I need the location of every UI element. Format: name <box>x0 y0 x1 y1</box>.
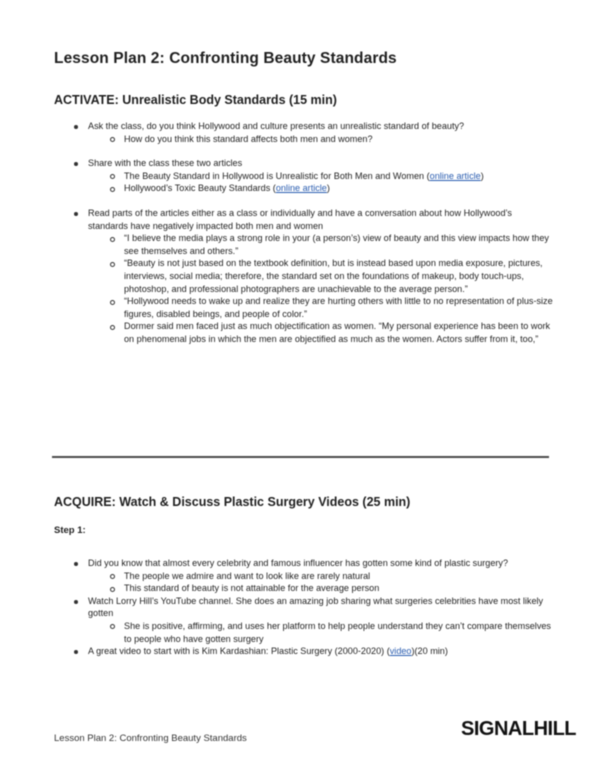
list-subitem: She is positive, affirming, and uses her platform to help people understand they can’t compare themselves to people who have gotten surgery <box>54 620 554 645</box>
quote-item: Dormer said men faced just as much objectification as women. “My personal experience has been to work on phenomenal jobs in which the men are objectified as much as the women. Actors suffer from it, too,” <box>54 320 554 345</box>
list-item: Share with the class these two articles <box>54 157 554 170</box>
online-article-link-1[interactable]: online article <box>429 170 481 181</box>
activate-list <box>54 120 554 346</box>
acquire-heading: ACQUIRE: Watch & Discuss Plastic Surgery Videos (25 min) <box>54 495 411 509</box>
quote-item: “Hollywood needs to wake up and realize they are hurting others with little to no representation of plus-size figures, disabled beings, and people of color.” <box>54 295 554 320</box>
logo-signal: SIGNAL <box>461 718 534 740</box>
step-label: Step 1: <box>54 525 86 536</box>
logo-hill: HILL <box>533 718 576 740</box>
list-subitem <box>54 182 554 195</box>
paren-close: ) <box>326 183 330 194</box>
list-item: Watch Lorry Hill’s YouTube channel. She does an amazing job sharing what surgeries celebrities have most likely gotten <box>54 595 554 620</box>
section-divider <box>52 456 549 458</box>
footer-text: Lesson Plan 2: Confronting Beauty Standards <box>54 733 247 744</box>
list-subitem <box>54 170 554 183</box>
online-article-link-2[interactable]: online article <box>275 183 327 194</box>
video-link[interactable]: video <box>389 646 412 657</box>
paren-close: ) <box>480 170 484 181</box>
list-subitem: The people we admire and want to look like are rarely natural <box>54 570 554 583</box>
signal-hill-logo <box>461 718 576 741</box>
list-item <box>54 645 554 658</box>
article-title: The Beauty Standard in Hollywood is Unrealistic for Both Men and Women ( <box>124 170 430 181</box>
quote-item: “I believe the media plays a strong role in your (a person’s) view of beauty and this view impacts how they see themselves and others.” <box>54 232 554 257</box>
quote-item: “Beauty is not just based on the textbook definition, but is instead based upon media exposure, pictures, interviews, social media; therefore, the standard set on the foundations of makeup, body touch-ups, photoshop, and professional photographers are unachievable to the average person.” <box>54 257 554 295</box>
list-item: Did you know that almost every celebrity and famous influencer has gotten some kind of plastic surgery? <box>54 557 554 570</box>
list-item: Ask the class, do you think Hollywood and culture presents an unrealistic standard of beauty? <box>54 120 554 133</box>
list-item: Read parts of the articles either as a class or individually and have a conversation about how Hollywood’s standards have negatively impacted both men and women <box>54 207 554 232</box>
article-title: Hollywood’s Toxic Beauty Standards ( <box>124 183 276 194</box>
list-subitem: This standard of beauty is not attainable for the average person <box>54 582 554 595</box>
video-duration: )(20 min) <box>411 646 448 657</box>
list-subitem: How do you think this standard affects both men and women? <box>54 133 554 146</box>
acquire-list <box>54 557 554 658</box>
activate-heading: ACTIVATE: Unrealistic Body Standards (15 min) <box>54 93 337 107</box>
video-text: A great video to start with is Kim Kardashian: Plastic Surgery (2000-2020) ( <box>88 646 390 657</box>
page-title: Lesson Plan 2: Confronting Beauty Standards <box>54 50 397 67</box>
